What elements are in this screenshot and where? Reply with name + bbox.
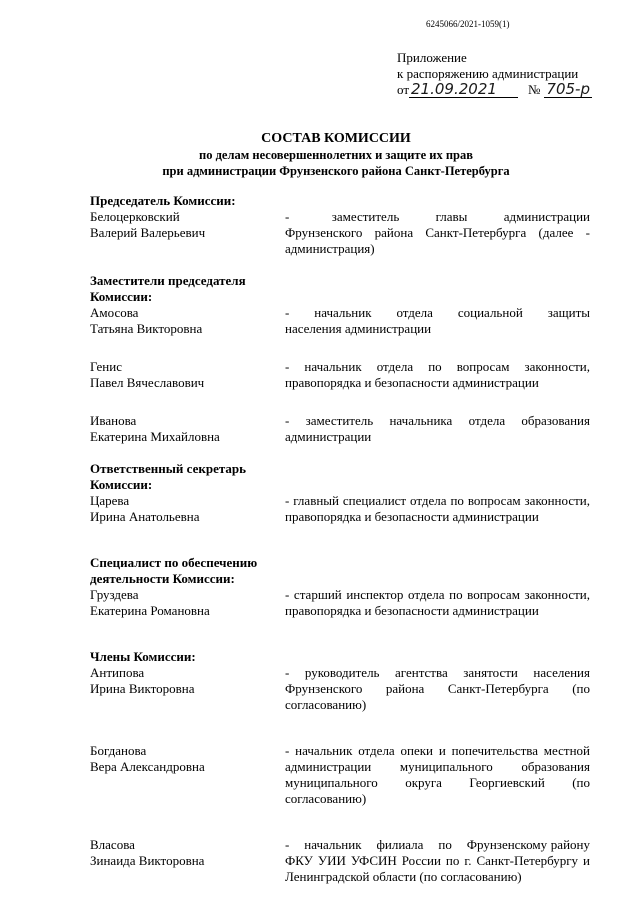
appendix-title: Приложение [397,50,467,65]
member-name [90,359,285,391]
member-row [90,209,594,257]
member-surname: Царева [90,493,130,508]
member-row [90,305,594,337]
member-given-names: Валерий Валерьевич [90,225,206,240]
member-position: - руководитель агентства занятости населения Фрунзенского района Санкт-Петербурга (по согласованию) [285,665,590,712]
member-surname: Генис [90,359,122,374]
member-surname: Антипова [90,665,145,680]
member-position: - заместитель начальника отдела образования администрации [285,413,590,444]
member-position: - старший инспектор отдела по вопросам законности, правопорядка и безопасности администрации [285,587,590,618]
member-row [90,359,590,391]
group-heading: Заместители председателя Комиссии: [90,273,246,304]
member-position: - начальник филиала по Фрунзенскому району ФКУ УИИ УФСИН России по г. Санкт-Петербургу и Ленинградской области (по согласованию) [285,837,594,884]
handwritten-date: 21.09.2021 [409,82,518,98]
member-name [90,743,285,807]
member-name [90,305,285,337]
member-name [90,413,285,445]
member-name [90,665,285,713]
member-position: - начальник отдела опеки и попечительства местной администрации муниципального образования муниципального округа Георгиевский (по согласованию) [285,743,590,806]
title-line-1: СОСТАВ КОМИССИИ [261,131,411,146]
member-name [90,587,285,619]
group-heading: Члены Комиссии: [90,649,196,664]
member-surname: Власова [90,837,135,852]
number-label: № [528,82,541,97]
group-heading: Председатель Комиссии: [90,193,236,208]
group-heading: Ответственный секретарь Комиссии: [90,461,246,492]
member-given-names: Вера Александровна [90,759,205,774]
member-position: - заместитель главы администрации Фрунзенского района Санкт-Петербурга (далее - администрация) [285,209,594,256]
member-position: - начальник отдела социальной защиты населения администрации [285,305,594,336]
member-given-names: Татьяна Викторовна [90,321,203,336]
member-given-names: Екатерина Романовна [90,603,210,618]
member-surname: Иванова [90,413,137,428]
member-surname: Амосова [90,305,139,320]
document-number: 6245066/2021-1059(1) [426,19,510,29]
member-position: - главный специалист отдела по вопросам законности, правопорядка и безопасности администрации [285,493,590,524]
member-row [90,743,590,807]
member-given-names: Павел Вячеславович [90,375,205,390]
member-position: - начальник отдела по вопросам законности, правопорядка и безопасности администрации [285,359,590,390]
document-title [0,131,640,179]
member-given-names: Екатерина Михайловна [90,429,220,444]
from-label: от [397,82,410,97]
member-surname: Белоцерковский [90,209,180,224]
member-surname: Груздева [90,587,139,602]
member-row [90,413,590,445]
appendix-block [397,50,607,98]
handwritten-number: 705-р [544,82,592,98]
group-heading: Специалист по обеспечению деятельности Комиссии: [90,555,258,586]
title-line-3: при администрации Фрунзенского района Санкт-Петербурга [162,164,510,178]
member-given-names: Ирина Анатольевна [90,509,200,524]
member-surname: Богданова [90,743,147,758]
member-name [90,837,285,885]
member-row [90,665,590,713]
member-row [90,837,594,885]
member-given-names: Зинаида Викторовна [90,853,205,868]
member-name [90,493,285,525]
appendix-date-line [397,82,607,98]
title-line-2: по делам несовершеннолетних и защите их прав [199,148,473,162]
member-row [90,493,590,525]
commission-list [90,193,594,885]
member-name [90,209,285,257]
appendix-reference: к распоряжению администрации [397,66,579,81]
member-given-names: Ирина Викторовна [90,681,195,696]
member-row [90,587,590,619]
